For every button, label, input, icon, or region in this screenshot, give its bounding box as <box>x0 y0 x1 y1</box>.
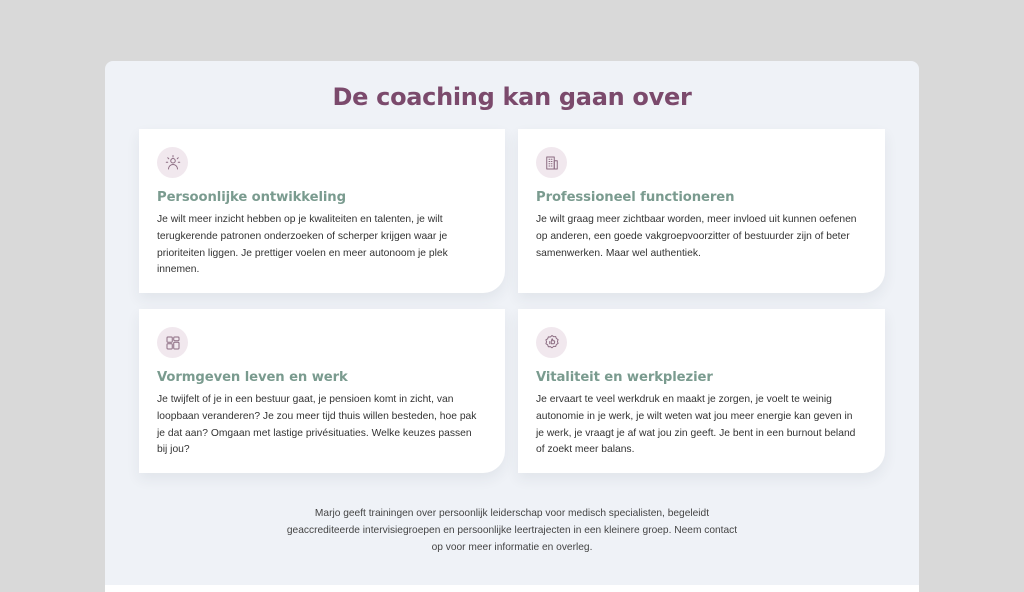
layout-icon <box>157 327 188 358</box>
card-vitality <box>518 309 885 473</box>
card-text: Je ervaart te veel werkdruk en maakt je zorgen, je voelt te weinig autonomie in je werk, je wilt weten wat jou meer energie kan geven in je werk, je vraagt je af wat jou zin geeft. Je bent in een burnout beland of zoekt meer balans. <box>536 394 856 456</box>
section-title: De coaching kan gaan over <box>332 83 692 111</box>
card-professional-functioning <box>518 129 885 293</box>
building-icon <box>536 147 567 178</box>
coaching-section <box>105 61 919 592</box>
card-title: Professioneel functioneren <box>536 190 735 205</box>
card-title: Vitaliteit en werkplezier <box>536 370 713 385</box>
card-personal-development <box>139 129 505 293</box>
card-title: Vormgeven leven en werk <box>157 370 348 385</box>
card-title: Persoonlijke ontwikkeling <box>157 190 346 205</box>
card-text: Je wilt graag meer zichtbaar worden, meer invloed uit kunnen oefenen op anderen, een goede vakgroepvoorzitter of bestuurder zijn of beter samenwerken. Maar wel authentiek. <box>536 214 857 259</box>
card-text: Je twijfelt of je in een bestuur gaat, je pensioen komt in zicht, van loopbaan veranderen? Je zou meer tijd thuis willen besteden, hoe pak je dat aan? Omgaan met lastige privésituaties. Welke keuzes passen bij jou? <box>157 394 477 456</box>
next-section-edge <box>105 585 919 592</box>
card-text: Je wilt meer inzicht hebben op je kwaliteiten en talenten, je wilt terugkerende patronen onderzoeken of scherper krijgen waar je prioriteiten liggen. Je prettiger voelen en meer autonoom je plek innemen. <box>157 214 448 276</box>
thumbs-up-badge-icon <box>536 327 567 358</box>
card-life-and-work <box>139 309 505 473</box>
footer-description: Marjo geeft trainingen over persoonlijk leiderschap voor medisch specialisten, begeleidt geaccrediteerde intervisiegroepen en persoonlijke leertrajecten in een kleinere groep. Neem contact op voor meer informatie en overleg. <box>286 508 738 553</box>
personal-growth-icon <box>157 147 188 178</box>
